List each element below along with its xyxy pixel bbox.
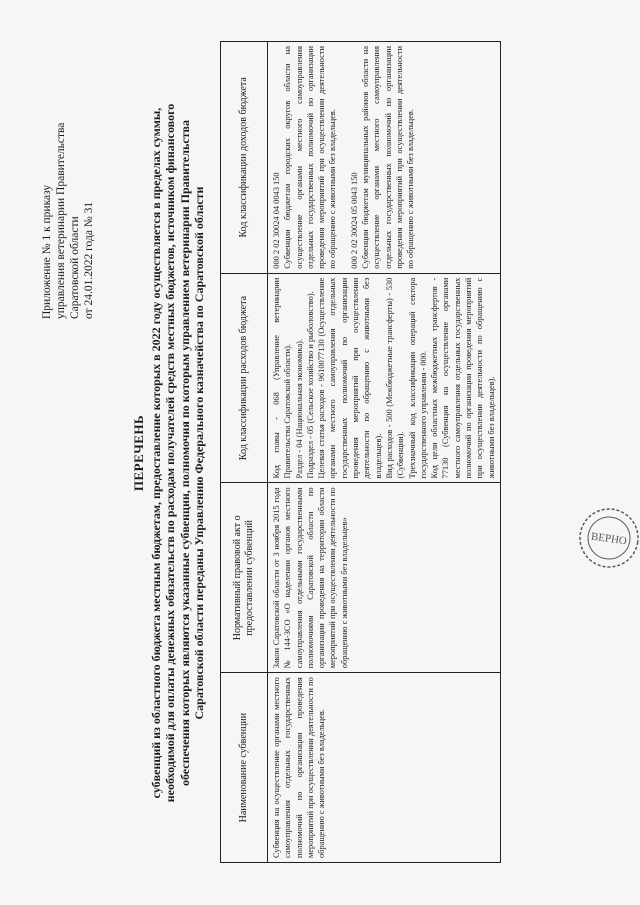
appendix-line: управления ветеринарии Правительства [55,122,67,319]
cell-text: Раздел - 04 (Национальная экономика). [294,338,304,478]
cell-text: Закон Саратовской области от 3 ноября 2015 года № 144-ЗСО «О наделении органов местного самоуправления отдельными государственными полномочиями Саратовской области по организации проведения на территории области мероприятий при осуществлении деятельности по обращению с животными без владельцев» [272,486,349,668]
column-header: Нормативный правовой акт о предоставлении субвенций [221,482,268,672]
document-title: ПЕРЕЧЕНЬ [131,414,146,491]
subsidy-table [220,41,501,863]
cell-text: 000 2 02 30024 04 0043 150 [272,171,281,269]
column-header: Код классификации доходов бюджета [221,41,268,273]
cell-text: 000 2 02 30024 05 0043 150 [349,171,359,269]
table-row [268,41,501,862]
cell-text: Субвенции бюджетам муниципальных районов области на осуществление органами местного самоуправления отдельных государственных полномочий по организации проведения мероприятий при осуществлении деятельности по обращению с животными без владельцев. [361,45,416,269]
appendix-line: Саратовской области [69,215,81,319]
cell-text: Код главы - 068 (Управление ветеринарии Правительства Саратовской области). [272,277,293,478]
cell-text: Вид расходов - 500 (Межбюджетные трансферты) - 530 (Субвенции). [384,277,406,478]
appendix-line: от 24.01.2022 года № 31 [83,201,95,319]
heading-line: субвенций из областного бюджета местным бюджетам, предоставление которых в 2022 году осуществляется в пределах суммы, [148,107,163,798]
rotated-sheet [20,23,620,883]
cell-text: Трехзначный код классификации операций сектора государственного управления - 000. [407,277,428,478]
heading-line: Саратовской области переданы Управлению Федерального казначейства по Саратовской области [192,186,206,719]
heading-line: обеспечения которых являются указанные субвенции, полномочия по которым управлением ветеринарии Правительства [177,119,192,786]
expense-code-cell [268,273,501,483]
cell-text: Код цели областных межбюджетных трансфертов - 77130 (Субвенция на осуществление органами местного самоуправления отдельных государственных полномочий по организации проведения мероприятий при осуществлении деятельности по обращению с животными без владельцев). [430,277,496,478]
heading-line: необходимой для оплаты денежных обязательств по расходам получателей средств местных бюджетов, источником финансового [163,103,177,802]
column-header: Код классификации расходов бюджета [221,273,268,483]
certification-stamp-icon [572,501,640,576]
cell-text: Подраздел - 05 (Сельское хозяйство и рыболовство). [305,290,315,478]
cell-text: Целевая статья расходов - 9610077130 (Осуществление органами местного самоуправления отдельных государственных полномочий по организации проведения мероприятий при осуществлении деятельности по обращению с животными без владельцев). [317,277,383,478]
column-header: Наименование субвенции [221,672,268,862]
subsidy-name-cell [268,672,501,862]
cell-text: Субвенция на осуществление органами местного самоуправления отдельных государственных полномочий по организации проведения мероприятий при осуществлении деятельности по обращению с животными без владельцев. [272,676,327,858]
stamp-text: ВЕРНО [590,530,628,548]
appendix-note [40,49,96,319]
income-code-cell [268,41,501,273]
legal-act-cell [268,482,501,672]
cell-text: Субвенции бюджетам городских округов области на осуществление органами местного самоуправления отдельных государственных полномочий по организации проведения мероприятий при осуществлении деятельности по обращению с животными без владельцев. [283,45,338,269]
appendix-line: Приложение № 1 к приказу [41,184,53,319]
table-header-row [221,41,268,862]
document-heading [132,63,207,843]
